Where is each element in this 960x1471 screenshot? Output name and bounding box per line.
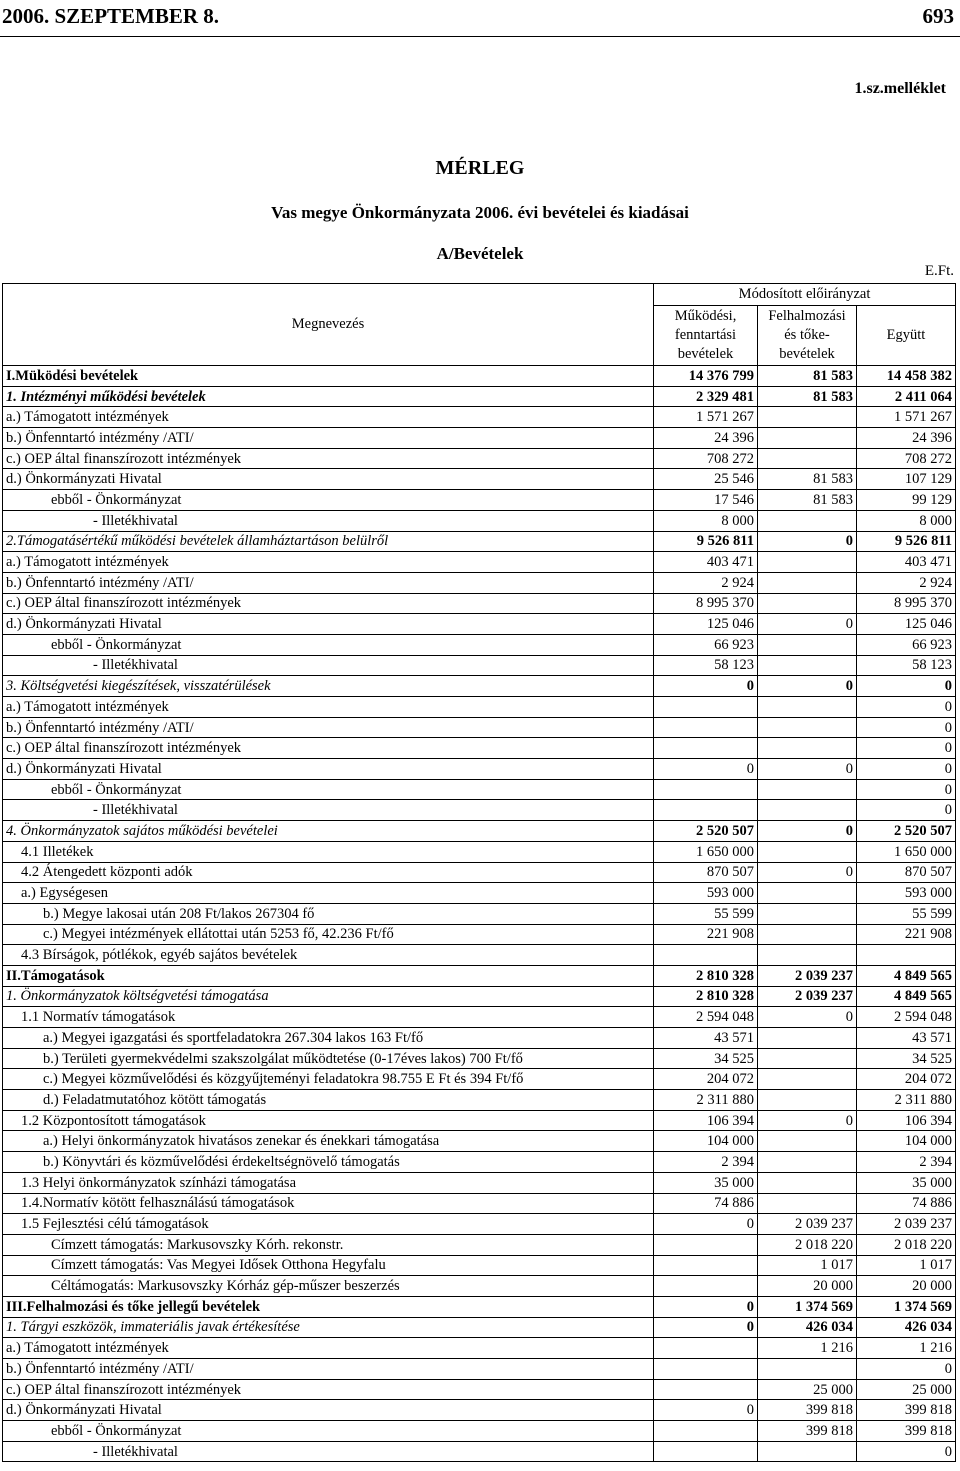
row-label: c.) OEP által finanszírozott intézmények	[3, 448, 654, 469]
total-value: 34 525	[857, 1048, 956, 1069]
row-label: 1. Önkormányzatok költségvetési támogatása	[3, 986, 654, 1007]
table-row	[3, 1069, 956, 1090]
operating-value: 2 810 328	[654, 986, 758, 1007]
operating-value: 35 000	[654, 1172, 758, 1193]
capital-value: 0	[758, 759, 857, 780]
total-value: 0	[857, 800, 956, 821]
total-value: 107 129	[857, 469, 956, 490]
table-row	[3, 655, 956, 676]
table-row	[3, 386, 956, 407]
operating-value	[654, 1234, 758, 1255]
table-header-row	[3, 284, 956, 306]
capital-value: 0	[758, 614, 857, 635]
operating-value: 2 394	[654, 1152, 758, 1173]
capital-value	[758, 1069, 857, 1090]
column-header-operating	[654, 306, 758, 366]
table-row	[3, 1234, 956, 1255]
row-label: d.) Önkormányzati Hivatal	[3, 614, 654, 635]
row-label: Céltámogatás: Markusovszky Kórház gép-műszer beszerzés	[3, 1276, 654, 1297]
table-row	[3, 697, 956, 718]
table-row	[3, 1214, 956, 1235]
total-value: 0	[857, 697, 956, 718]
row-label: II.Támogatások	[3, 965, 654, 986]
operating-value: 104 000	[654, 1131, 758, 1152]
total-value: 2 520 507	[857, 821, 956, 842]
row-label: - Illetékhivatal	[3, 510, 654, 531]
operating-value: 708 272	[654, 448, 758, 469]
capital-value	[758, 1172, 857, 1193]
total-value: 106 394	[857, 1110, 956, 1131]
table-row	[3, 800, 956, 821]
table-row	[3, 1296, 956, 1317]
row-label: 4. Önkormányzatok sajátos működési bevételei	[3, 821, 654, 842]
table-row	[3, 1110, 956, 1131]
table-row	[3, 1400, 956, 1421]
row-label: 4.3 Bírságok, pótlékok, egyéb sajátos bevételek	[3, 945, 654, 966]
operating-value	[654, 1421, 758, 1442]
row-label: a.) Helyi önkormányzatok hivatásos zenekar és énekkari támogatása	[3, 1131, 654, 1152]
capital-value: 0	[758, 1110, 857, 1131]
total-value: 8 995 370	[857, 593, 956, 614]
row-label: I.Müködési bevételek	[3, 366, 654, 387]
row-label: 1.5 Fejlesztési célú támogatások	[3, 1214, 654, 1235]
row-label: Címzett támogatás: Markusovszky Kórh. rekonstr.	[3, 1234, 654, 1255]
capital-value	[758, 924, 857, 945]
operating-value: 403 471	[654, 552, 758, 573]
operating-value: 8 995 370	[654, 593, 758, 614]
table-row	[3, 1172, 956, 1193]
total-value: 593 000	[857, 883, 956, 904]
capital-value	[758, 655, 857, 676]
table-row	[3, 1255, 956, 1276]
capital-value: 0	[758, 862, 857, 883]
row-label: 1.1 Normatív támogatások	[3, 1007, 654, 1028]
operating-value	[654, 1338, 758, 1359]
capital-value: 81 583	[758, 469, 857, 490]
total-value: 0	[857, 779, 956, 800]
capital-value	[758, 634, 857, 655]
capital-value	[758, 883, 857, 904]
capital-value: 1 216	[758, 1338, 857, 1359]
capital-value	[758, 717, 857, 738]
table-row	[3, 407, 956, 428]
table-row	[3, 634, 956, 655]
operating-value: 14 376 799	[654, 366, 758, 387]
table-row	[3, 1152, 956, 1173]
row-label: 4.2 Átengedett központi adók	[3, 862, 654, 883]
table-row	[3, 1441, 956, 1462]
unit-label: E.Ft.	[924, 263, 954, 279]
table-row	[3, 1421, 956, 1442]
table-row	[3, 1359, 956, 1380]
table-row	[3, 717, 956, 738]
operating-value: 55 599	[654, 903, 758, 924]
operating-value: 2 329 481	[654, 386, 758, 407]
operating-value: 0	[654, 1214, 758, 1235]
operating-value: 25 546	[654, 469, 758, 490]
capital-value	[758, 1152, 857, 1173]
capital-value	[758, 1131, 857, 1152]
operating-value: 870 507	[654, 862, 758, 883]
column-header-name: Megnevezés	[3, 284, 654, 366]
total-value: 426 034	[857, 1317, 956, 1338]
table-row	[3, 614, 956, 635]
capital-value: 0	[758, 531, 857, 552]
capital-value: 0	[758, 821, 857, 842]
capital-value	[758, 697, 857, 718]
column-header-capital	[758, 306, 857, 366]
capital-value	[758, 1193, 857, 1214]
total-value: 204 072	[857, 1069, 956, 1090]
capital-value	[758, 1441, 857, 1462]
capital-value: 2 039 237	[758, 965, 857, 986]
operating-value	[654, 697, 758, 718]
row-label: b.) Könyvtári és közművelődési érdekeltségnövelő támogatás	[3, 1152, 654, 1173]
operating-value	[654, 1441, 758, 1462]
row-label: - Illetékhivatal	[3, 1441, 654, 1462]
table-row	[3, 510, 956, 531]
total-value: 24 396	[857, 428, 956, 449]
capital-value	[758, 903, 857, 924]
capital-value: 20 000	[758, 1276, 857, 1297]
table-row	[3, 1048, 956, 1069]
total-value: 9 526 811	[857, 531, 956, 552]
total-value: 403 471	[857, 552, 956, 573]
table-row	[3, 593, 956, 614]
capital-value	[758, 800, 857, 821]
capital-value: 0	[758, 1007, 857, 1028]
row-label: - Illetékhivatal	[3, 655, 654, 676]
table-row	[3, 903, 956, 924]
row-label: b.) Önfenntartó intézmény /ATI/	[3, 572, 654, 593]
capital-value	[758, 552, 857, 573]
table-row	[3, 965, 956, 986]
operating-value: 1 571 267	[654, 407, 758, 428]
operating-value: 106 394	[654, 1110, 758, 1131]
capital-value	[758, 510, 857, 531]
column-header-text: fenntartási	[674, 327, 737, 343]
column-header-text: Működési,	[674, 308, 737, 324]
annex-label: 1.sz.melléklet	[854, 80, 946, 97]
operating-value: 2 810 328	[654, 965, 758, 986]
table-row	[3, 986, 956, 1007]
capital-value: 1 017	[758, 1255, 857, 1276]
capital-value	[758, 572, 857, 593]
operating-value: 8 000	[654, 510, 758, 531]
column-header-text: és tőke-	[784, 327, 830, 343]
column-header-text: bevételek	[779, 346, 835, 362]
table-row	[3, 1276, 956, 1297]
capital-value	[758, 1090, 857, 1111]
row-label: b.) Önfenntartó intézmény /ATI/	[3, 717, 654, 738]
capital-value: 81 583	[758, 366, 857, 387]
capital-value: 2 018 220	[758, 1234, 857, 1255]
capital-value	[758, 1359, 857, 1380]
table-row	[3, 490, 956, 511]
operating-value: 2 594 048	[654, 1007, 758, 1028]
total-value: 58 123	[857, 655, 956, 676]
capital-value: 426 034	[758, 1317, 857, 1338]
capital-value: 25 000	[758, 1379, 857, 1400]
total-value: 2 039 237	[857, 1214, 956, 1235]
operating-value: 74 886	[654, 1193, 758, 1214]
table-row	[3, 883, 956, 904]
total-value: 2 411 064	[857, 386, 956, 407]
row-label: ebből - Önkormányzat	[3, 490, 654, 511]
table-row	[3, 821, 956, 842]
total-value: 14 458 382	[857, 366, 956, 387]
capital-value	[758, 779, 857, 800]
total-value: 99 129	[857, 490, 956, 511]
row-label: c.) Megyei közművelődési és közgyűjteményi feladatokra 98.755 E Ft és 394 Ft/fő	[3, 1069, 654, 1090]
capital-value	[758, 1048, 857, 1069]
row-label: ebből - Önkormányzat	[3, 634, 654, 655]
row-label: - Illetékhivatal	[3, 800, 654, 821]
operating-value: 9 526 811	[654, 531, 758, 552]
operating-value: 43 571	[654, 1028, 758, 1049]
total-value: 1 650 000	[857, 841, 956, 862]
row-label: III.Felhalmozási és tőke jellegű bevételek	[3, 1296, 654, 1317]
column-group-header: Módosított előirányzat	[654, 284, 956, 306]
total-value: 399 818	[857, 1421, 956, 1442]
operating-value: 125 046	[654, 614, 758, 635]
section-title: A/Bevételek	[436, 244, 524, 263]
total-value: 708 272	[857, 448, 956, 469]
table-row	[3, 945, 956, 966]
total-value: 74 886	[857, 1193, 956, 1214]
operating-value	[654, 1255, 758, 1276]
table-row	[3, 1131, 956, 1152]
total-value: 1 017	[857, 1255, 956, 1276]
column-header-text: bevételek	[677, 346, 734, 362]
capital-value	[758, 945, 857, 966]
row-label: c.) OEP által finanszírozott intézmények	[3, 1379, 654, 1400]
capital-value: 399 818	[758, 1421, 857, 1442]
total-value: 66 923	[857, 634, 956, 655]
row-label: ebből - Önkormányzat	[3, 779, 654, 800]
row-label: a.) Egységesen	[3, 883, 654, 904]
table-row	[3, 924, 956, 945]
capital-value	[758, 738, 857, 759]
total-value: 2 394	[857, 1152, 956, 1173]
row-label: 3. Költségvetési kiegészítések, visszatérülések	[3, 676, 654, 697]
header-date: 2006. SZEPTEMBER 8.	[2, 4, 220, 28]
document-title: MÉRLEG	[435, 157, 525, 179]
row-label: a.) Támogatott intézmények	[3, 407, 654, 428]
total-value: 43 571	[857, 1028, 956, 1049]
operating-value	[654, 1379, 758, 1400]
capital-value: 2 039 237	[758, 1214, 857, 1235]
total-value: 0	[857, 1359, 956, 1380]
row-label: c.) OEP által finanszírozott intézmények	[3, 593, 654, 614]
row-label: c.) OEP által finanszírozott intézmények	[3, 738, 654, 759]
row-label: b.) Önfenntartó intézmény /ATI/	[3, 428, 654, 449]
operating-value: 593 000	[654, 883, 758, 904]
table-row	[3, 469, 956, 490]
row-label: b.) Területi gyermekvédelmi szakszolgálat működtetése (0-17éves lakos) 700 Ft/fő	[3, 1048, 654, 1069]
row-label: b.) Megye lakosai után 208 Ft/lakos 267304 fő	[3, 903, 654, 924]
total-value: 4 849 565	[857, 965, 956, 986]
operating-value: 0	[654, 676, 758, 697]
operating-value: 34 525	[654, 1048, 758, 1069]
total-value: 0	[857, 738, 956, 759]
row-label: a.) Támogatott intézmények	[3, 697, 654, 718]
operating-value: 1 650 000	[654, 841, 758, 862]
column-header-text: Felhalmozási	[768, 308, 846, 324]
row-label: 1.3 Helyi önkormányzatok színházi támogatása	[3, 1172, 654, 1193]
total-value: 0	[857, 1441, 956, 1462]
operating-value: 2 520 507	[654, 821, 758, 842]
table-row	[3, 841, 956, 862]
column-header-total: Együtt	[857, 306, 956, 366]
operating-value: 204 072	[654, 1069, 758, 1090]
row-label: 1.4.Normatív kötött felhasználású támogatások	[3, 1193, 654, 1214]
total-value: 2 924	[857, 572, 956, 593]
capital-value: 81 583	[758, 490, 857, 511]
total-value: 25 000	[857, 1379, 956, 1400]
row-label: d.) Önkormányzati Hivatal	[3, 1400, 654, 1421]
row-label: d.) Önkormányzati Hivatal	[3, 469, 654, 490]
operating-value: 58 123	[654, 655, 758, 676]
table-row	[3, 1028, 956, 1049]
operating-value	[654, 800, 758, 821]
operating-value	[654, 945, 758, 966]
table-row	[3, 572, 956, 593]
capital-value	[758, 407, 857, 428]
operating-value: 0	[654, 759, 758, 780]
table-row	[3, 428, 956, 449]
row-label: a.) Megyei igazgatási és sportfeladatokra 267.304 lakos 163 Ft/fő	[3, 1028, 654, 1049]
table-row	[3, 759, 956, 780]
operating-value: 17 546	[654, 490, 758, 511]
document-subtitle: Vas megye Önkormányzata 2006. évi bevételei és kiadásai	[271, 203, 689, 222]
capital-value: 399 818	[758, 1400, 857, 1421]
total-value: 4 849 565	[857, 986, 956, 1007]
page-number: 693	[922, 4, 954, 28]
operating-value: 2 311 880	[654, 1090, 758, 1111]
table-row	[3, 779, 956, 800]
total-value: 399 818	[857, 1400, 956, 1421]
capital-value: 2 039 237	[758, 986, 857, 1007]
table-row	[3, 738, 956, 759]
operating-value	[654, 1276, 758, 1297]
capital-value: 0	[758, 676, 857, 697]
table-row	[3, 1317, 956, 1338]
revenue-table	[2, 283, 956, 1462]
table-row	[3, 531, 956, 552]
total-value: 870 507	[857, 862, 956, 883]
capital-value	[758, 428, 857, 449]
total-value: 20 000	[857, 1276, 956, 1297]
total-value: 0	[857, 676, 956, 697]
total-value: 35 000	[857, 1172, 956, 1193]
row-label: 4.1 Illetékek	[3, 841, 654, 862]
row-label: Címzett támogatás: Vas Megyei Idősek Otthona Hegyfalu	[3, 1255, 654, 1276]
row-label: d.) Feladatmutatóhoz kötött támogatás	[3, 1090, 654, 1111]
operating-value	[654, 779, 758, 800]
capital-value	[758, 593, 857, 614]
row-label: 1. Intézményi működési bevételek	[3, 386, 654, 407]
total-value: 1 571 267	[857, 407, 956, 428]
operating-value: 0	[654, 1317, 758, 1338]
row-label: b.) Önfenntartó intézmény /ATI/	[3, 1359, 654, 1380]
table-row	[3, 676, 956, 697]
operating-value: 66 923	[654, 634, 758, 655]
table-row	[3, 1007, 956, 1028]
total-value: 1 216	[857, 1338, 956, 1359]
operating-value: 24 396	[654, 428, 758, 449]
total-value: 125 046	[857, 614, 956, 635]
capital-value	[758, 1028, 857, 1049]
operating-value: 2 924	[654, 572, 758, 593]
row-label: a.) Támogatott intézmények	[3, 1338, 654, 1359]
table-row	[3, 1379, 956, 1400]
total-value: 2 594 048	[857, 1007, 956, 1028]
row-label: 2.Támogatásértékű működési bevételek államháztartáson belülről	[3, 531, 654, 552]
table-row	[3, 862, 956, 883]
row-label: 1.2 Központosított támogatások	[3, 1110, 654, 1131]
row-label: c.) Megyei intézmények ellátottai után 5253 fő, 42.236 Ft/fő	[3, 924, 654, 945]
table-row	[3, 366, 956, 387]
total-value: 0	[857, 717, 956, 738]
operating-value: 0	[654, 1296, 758, 1317]
table-row	[3, 1090, 956, 1111]
capital-value: 1 374 569	[758, 1296, 857, 1317]
operating-value	[654, 717, 758, 738]
operating-value	[654, 1359, 758, 1380]
row-label: a.) Támogatott intézmények	[3, 552, 654, 573]
table-row	[3, 448, 956, 469]
page-header	[0, 0, 960, 37]
total-value: 221 908	[857, 924, 956, 945]
total-value: 104 000	[857, 1131, 956, 1152]
total-value: 2 311 880	[857, 1090, 956, 1111]
operating-value	[654, 738, 758, 759]
total-value: 0	[857, 759, 956, 780]
total-value: 1 374 569	[857, 1296, 956, 1317]
operating-value: 221 908	[654, 924, 758, 945]
table-row	[3, 1193, 956, 1214]
table-row	[3, 552, 956, 573]
total-value: 55 599	[857, 903, 956, 924]
capital-value	[758, 448, 857, 469]
capital-value	[758, 841, 857, 862]
capital-value: 81 583	[758, 386, 857, 407]
operating-value: 0	[654, 1400, 758, 1421]
row-label: d.) Önkormányzati Hivatal	[3, 759, 654, 780]
total-value: 2 018 220	[857, 1234, 956, 1255]
row-label: 1. Tárgyi eszközök, immateriális javak értékesítése	[3, 1317, 654, 1338]
row-label: ebből - Önkormányzat	[3, 1421, 654, 1442]
total-value: 8 000	[857, 510, 956, 531]
total-value	[857, 945, 956, 966]
table-row	[3, 1338, 956, 1359]
